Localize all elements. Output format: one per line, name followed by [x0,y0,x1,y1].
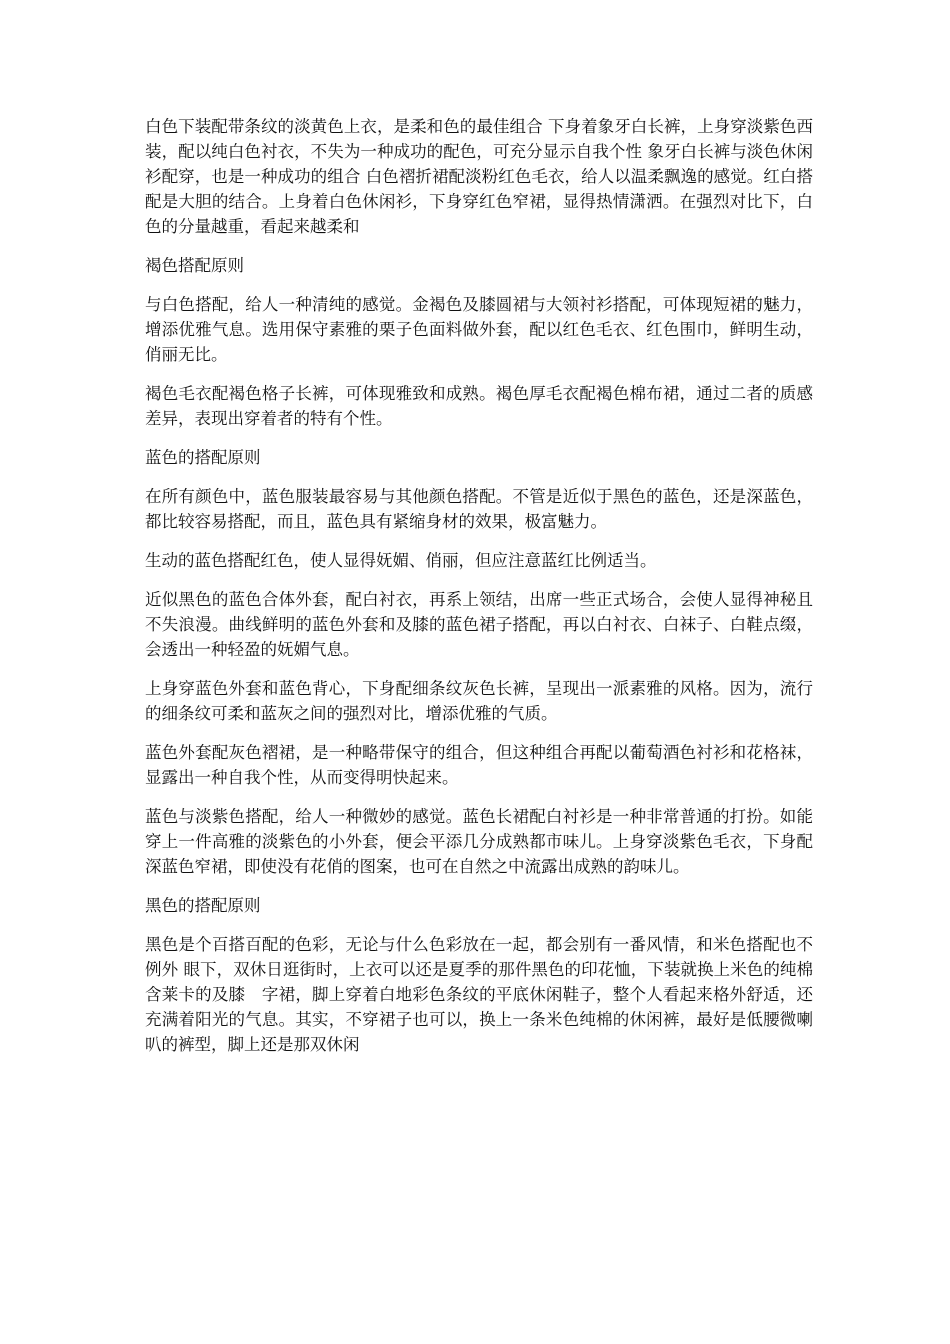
paragraph-blue-gray-stripes: 上身穿蓝色外套和蓝色背心，下身配细条纹灰色长裤，呈现出一派素雅的风格。因为，流行的细条纹可柔和蓝灰之间的强烈对比，增添优雅的气质。 [145,679,813,723]
paragraph-blue-general: 在所有颜色中，蓝色服装最容易与其他颜色搭配。不管是近似于黑色的蓝色，还是深蓝色，都比较容易搭配，而且，蓝色具有紧缩身材的效果，极富魅力。 [145,487,813,531]
heading-brown-principles: 褐色搭配原则 [145,256,244,275]
paragraph-brown-with-white: 与白色搭配，给人一种清纯的感觉。金褐色及膝圆裙与大领衬衫搭配，可体现短裙的魅力，增添优雅气息。选用保守素雅的栗子色面料做外套，配以红色毛衣、红色围巾，鲜明生动，俏丽无比。 [145,295,813,364]
heading-black-principles: 黑色的搭配原则 [145,896,261,915]
paragraph-black-beige: 黑色是个百搭百配的色彩，无论与什么色彩放在一起，都会别有一番风情，和米色搭配也不例外 眼下，双休日逛街时，上衣可以还是夏季的那件黑色的印花恤，下装就换上米色的纯棉含莱卡的及膝 字裙，脚上穿着白地彩色条纹的平底休闲鞋子，整个人看起来格外舒适，还充满着阳光的气息。其实，不穿裙子也可以，换上一条米色纯棉的休闲裤，最好是低腰微喇叭的裤型，脚上还是那双休闲 [145,935,813,1054]
paragraph-blue-pleated-skirt: 蓝色外套配灰色褶裙，是一种略带保守的组合，但这种组合再配以葡萄酒色衬衫和花格袜，显露出一种自我个性，从而变得明快起来。 [145,743,813,787]
paragraph-blue-red: 生动的蓝色搭配红色，使人显得妩媚、俏丽，但应注意蓝红比例适当。 [145,551,657,570]
document-page [145,114,813,1071]
paragraph-blue-lavender: 蓝色与淡紫色搭配，给人一种微妙的感觉。蓝色长裙配白衬衫是一种非常普通的打扮。如能穿上一件高雅的淡紫色的小外套，便会平添几分成熟都市味儿。上身穿淡紫色毛衣，下身配深蓝色窄裙，即使没有花俏的图案，也可在自然之中流露出成熟的韵味儿。 [145,807,813,876]
paragraph-white-combinations: 白色下装配带条纹的淡黄色上衣，是柔和色的最佳组合 下身着象牙白长裤，上身穿淡紫色西装，配以纯白色衬衣，不失为一种成功的配色，可充分显示自我个性 象牙白长裤与淡色休闲衫配穿，也是一种成功的组合 白色褶折裙配淡粉红色毛衣，给人以温柔飘逸的感觉。红白搭配是大胆的结合。上身着白色休闲衫，下身穿红色窄裙，显得热情潇洒。在强烈对比下，白色的分量越重，看起来越柔和 [145,117,813,236]
paragraph-brown-sweater: 褐色毛衣配褐色格子长裤，可体现雅致和成熟。褐色厚毛衣配褐色棉布裙，通过二者的质感差异，表现出穿着者的特有个性。 [145,384,813,428]
heading-blue-principles: 蓝色的搭配原则 [145,448,261,467]
paragraph-blue-formal: 近似黑色的蓝色合体外套，配白衬衣，再系上领结，出席一些正式场合，会使人显得神秘且不失浪漫。曲线鲜明的蓝色外套和及膝的蓝色裙子搭配，再以白衬衣、白袜子、白鞋点缀，会透出一种轻盈的妩媚气息。 [145,590,813,659]
